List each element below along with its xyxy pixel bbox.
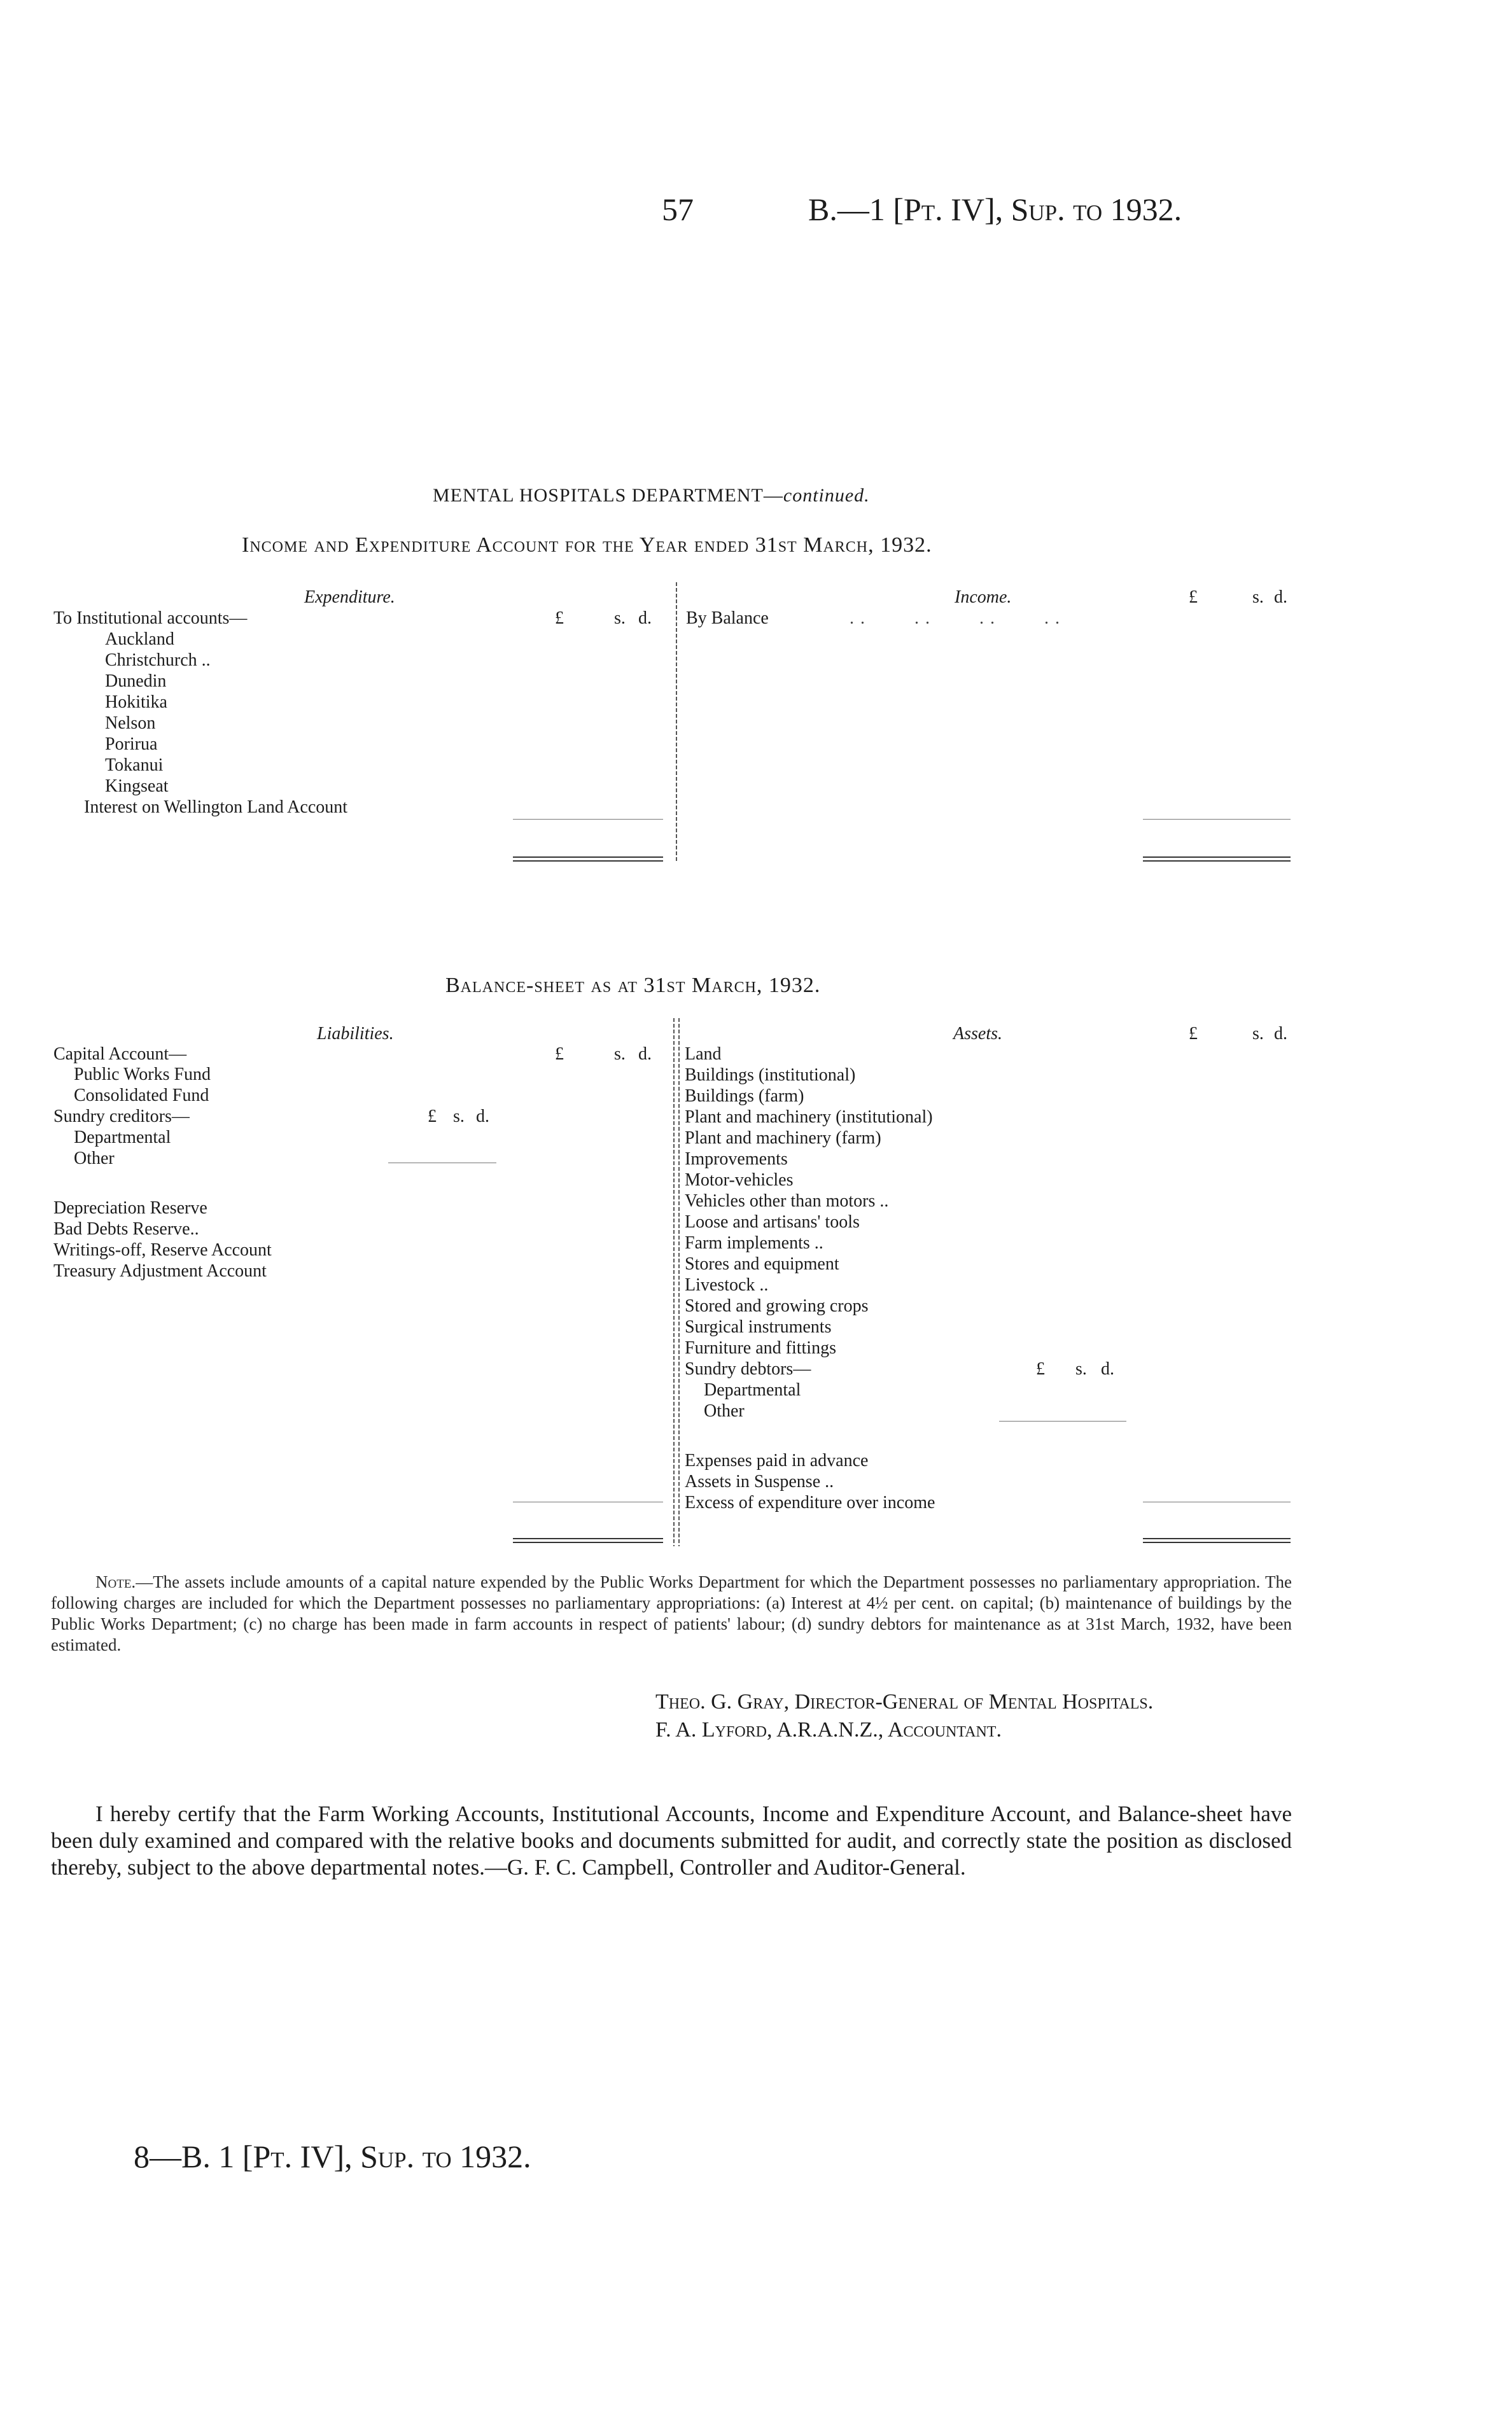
interest-label: Interest on Wellington Land Account (84, 797, 348, 817)
assets-col-shillings: s. (1252, 1024, 1264, 1044)
income-col-pence: d. (1274, 587, 1287, 607)
asset-name: Loose and artisans' tools (685, 1212, 860, 1232)
leader-dots: .. .. .. .. (850, 608, 1066, 628)
liabilities-heading: Liabilities. (317, 1024, 394, 1044)
asset-name: Surgical instruments (685, 1317, 832, 1337)
creditors-col-pence: d. (476, 1107, 489, 1126)
asset-name: Assets in Suspense .. (685, 1472, 834, 1492)
asset-name: Plant and machinery (farm) (685, 1128, 881, 1148)
assets-total-double-rule (1143, 1538, 1291, 1539)
assets-col-pounds: £ (1189, 1024, 1198, 1044)
asset-name: Plant and machinery (institutional) (685, 1107, 933, 1127)
income-col-shillings: s. (1252, 587, 1264, 607)
exp-col-pounds: £ (555, 608, 564, 628)
debtor-name: Other (704, 1401, 745, 1421)
asset-name: Excess of expenditure over income (685, 1493, 935, 1513)
liability-name: Treasury Adjustment Account (53, 1261, 267, 1281)
debtors-col-shillings: s. (1075, 1359, 1087, 1379)
department-title (433, 485, 870, 507)
to-institutional-accounts: To Institutional accounts— (53, 608, 248, 628)
institution-name: Porirua (105, 734, 158, 754)
assets-heading: Assets. (953, 1024, 1002, 1044)
liab-col-pounds: £ (555, 1044, 564, 1064)
income-total-double-rule (1143, 856, 1291, 858)
note-paragraph (51, 1572, 1292, 1656)
page-number: 57 (662, 192, 694, 227)
income-heading: Income. (955, 587, 1012, 607)
asset-name: Improvements (685, 1149, 788, 1169)
sundry-debtors-label: Sundry debtors— (685, 1359, 811, 1379)
debtors-col-pounds: £ (1036, 1359, 1045, 1379)
expenditure-heading: Expenditure. (304, 587, 395, 607)
asset-name: Farm implements .. (685, 1233, 823, 1253)
asset-name: Expenses paid in advance (685, 1451, 869, 1471)
liability-name: Depreciation Reserve (53, 1198, 207, 1218)
creditor-name: Departmental (74, 1128, 171, 1147)
assets-col-pence: d. (1274, 1024, 1287, 1044)
institution-name: Hokitika (105, 692, 167, 712)
income-col-pounds: £ (1189, 587, 1198, 607)
department-title-main: MENTAL HOSPITALS DEPARTMENT— (433, 485, 783, 506)
asset-name: Motor-vehicles (685, 1170, 794, 1190)
department-title-continued: continued. (783, 485, 870, 506)
asset-name: Stores and equipment (685, 1254, 839, 1274)
note-text: —The assets include amounts of a capital nature expended by the Public Works Department for which the Department possesses no parliamentary appropriation. The following charges are included for which the Department possesses no parliamentary appropriations: (a) Interest at 4½ per cent. on capital; (b) maintenance of buildings by the Public Works Department; (c) no charge has been made in farm accounts in respect of patients' labour; (d) sundry debtors for maintenance as at 31st March, 1932, have been estimated. (51, 1572, 1292, 1654)
ie-column-divider (676, 582, 677, 862)
creditors-col-pounds: £ (428, 1107, 437, 1126)
bs-column-divider-2 (678, 1018, 680, 1546)
debtor-name: Departmental (704, 1380, 801, 1400)
liab-col-shillings: s. (614, 1044, 626, 1064)
signature-accountant: F. A. Lyford, A.R.A.N.Z., Accountant. (655, 1718, 1002, 1742)
asset-name: Vehicles other than motors .. (685, 1191, 889, 1211)
income-expenditure-title: Income and Expenditure Account for the Year ended 31st March, 1932. (242, 533, 932, 557)
audit-certificate: I hereby certify that the Farm Working Accounts, Institutional Accounts, Income and Expenditure Account, and Balance-sheet have been duly examined and compared with the relative books and documents submitted for audit, and correctly state the position as disclosed thereby, subject to the above departmental notes.—G. F. C. Campbell, Controller and Auditor-General. (51, 1801, 1292, 1880)
liability-name: Public Works Fund (74, 1065, 211, 1084)
institution-name: Kingseat (105, 776, 169, 796)
debtors-col-pence: d. (1101, 1359, 1114, 1379)
liability-name: Bad Debts Reserve.. (53, 1219, 199, 1239)
asset-name: Livestock .. (685, 1275, 769, 1295)
liability-name: Writings-off, Reserve Account (53, 1240, 272, 1260)
institution-name: Tokanui (105, 755, 164, 775)
asset-name: Stored and growing crops (685, 1296, 869, 1316)
liability-name: Consolidated Fund (74, 1086, 209, 1105)
institution-name: Nelson (105, 713, 156, 733)
liabilities-total-double-rule (513, 1538, 663, 1539)
by-balance-label: By Balance (686, 608, 769, 628)
institution-name: Dunedin (105, 671, 167, 691)
institution-name: Auckland (105, 629, 174, 649)
exp-col-shillings: s. (614, 608, 626, 628)
liab-col-pence: d. (638, 1044, 652, 1064)
creditors-col-shillings: s. (453, 1107, 465, 1126)
footer-reference: 8—B. 1 [Pt. IV], Sup. to 1932. (134, 2139, 531, 2174)
asset-name: Furniture and fittings (685, 1338, 836, 1358)
bs-column-divider (673, 1018, 675, 1546)
exp-col-pence: d. (638, 608, 652, 628)
document-reference: B.—1 [Pt. IV], Sup. to 1932. (808, 192, 1182, 227)
signature-director: Theo. G. Gray, Director-General of Mental Hospitals. (655, 1690, 1154, 1714)
sundry-creditors-label: Sundry creditors— (53, 1107, 190, 1126)
asset-name: Buildings (institutional) (685, 1065, 856, 1085)
note-label: Note. (95, 1572, 136, 1591)
asset-name: Buildings (farm) (685, 1086, 804, 1106)
expenditure-total-double-rule (513, 856, 663, 858)
creditor-name: Other (74, 1149, 115, 1168)
balance-sheet-title: Balance-sheet as at 31st March, 1932. (445, 974, 821, 997)
institution-name: Christchurch .. (105, 650, 211, 670)
capital-account-label: Capital Account— (53, 1044, 187, 1064)
asset-name: Land (685, 1044, 722, 1064)
